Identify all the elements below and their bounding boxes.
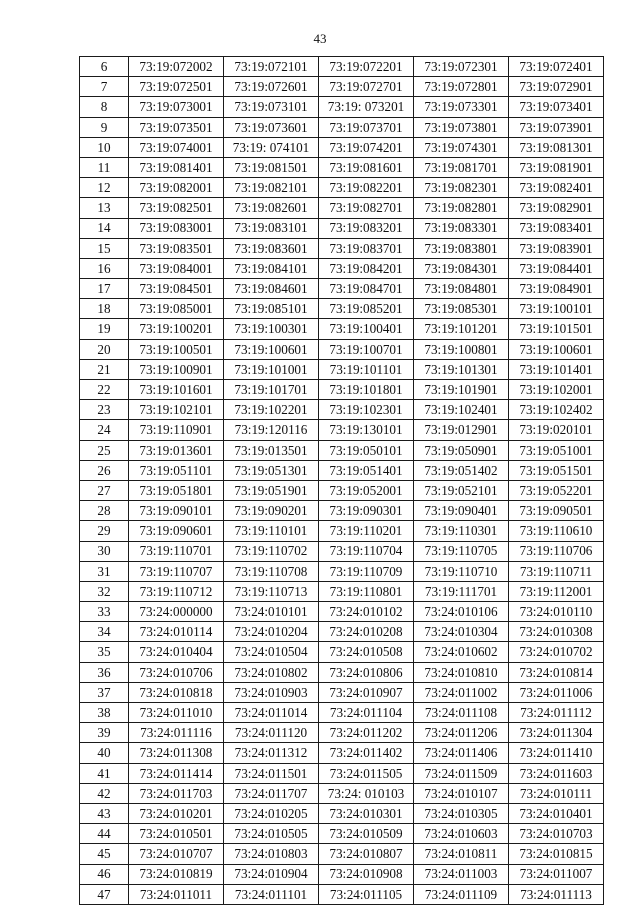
cadastral-number-cell: 73:19:073801 xyxy=(414,117,509,137)
cadastral-number-cell: 73:19:073301 xyxy=(414,97,509,117)
cadastral-number-cell: 73:24:011120 xyxy=(224,723,319,743)
cadastral-number-cell: 73:19:052201 xyxy=(509,480,604,500)
cadastral-number-cell: 73:19:085001 xyxy=(129,299,224,319)
table-row xyxy=(80,157,604,177)
cadastral-number-cell: 73:19:110702 xyxy=(224,541,319,561)
cadastral-number-cell: 73:19:084201 xyxy=(319,258,414,278)
cadastral-number-cell: 73:19:051401 xyxy=(319,460,414,480)
cadastral-number-cell: 73:19:101501 xyxy=(509,319,604,339)
cadastral-number-cell: 73:19:083401 xyxy=(509,218,604,238)
cadastral-number-cell: 73:24:010305 xyxy=(414,803,509,823)
table-row xyxy=(80,743,604,763)
cadastral-number-cell: 73:24:010904 xyxy=(224,864,319,884)
row-number-cell: 45 xyxy=(80,844,129,864)
cadastral-number-cell: 73:19:073101 xyxy=(224,97,319,117)
table-row xyxy=(80,561,604,581)
row-number-cell: 18 xyxy=(80,299,129,319)
cadastral-number-cell: 73:24:010201 xyxy=(129,803,224,823)
row-number-cell: 40 xyxy=(80,743,129,763)
cadastral-number-cell: 73:24:010102 xyxy=(319,602,414,622)
row-number-cell: 14 xyxy=(80,218,129,238)
row-number-cell: 19 xyxy=(80,319,129,339)
row-number-cell: 34 xyxy=(80,622,129,642)
cadastral-number-cell: 73:19:051001 xyxy=(509,440,604,460)
cadastral-number-cell: 73:19:081401 xyxy=(129,157,224,177)
cadastral-number-cell: 73:19:072901 xyxy=(509,77,604,97)
row-number-cell: 44 xyxy=(80,824,129,844)
cadastral-number-cell: 73:19:100301 xyxy=(224,319,319,339)
cadastral-number-cell: 73:24:010509 xyxy=(319,824,414,844)
row-number-cell: 26 xyxy=(80,460,129,480)
table-row xyxy=(80,198,604,218)
cadastral-number-cell: 73:24:010603 xyxy=(414,824,509,844)
table-row xyxy=(80,642,604,662)
cadastral-number-cell: 73:24:010501 xyxy=(129,824,224,844)
cadastral-number-cell: 73:24:010806 xyxy=(319,662,414,682)
cadastral-number-cell: 73:19:084001 xyxy=(129,258,224,278)
row-number-cell: 30 xyxy=(80,541,129,561)
table-row xyxy=(80,501,604,521)
cadastral-number-cell: 73:24:010907 xyxy=(319,682,414,702)
cadastral-blocks-table xyxy=(79,56,604,905)
cadastral-number-cell: 73:19:085101 xyxy=(224,299,319,319)
cadastral-number-cell: 73:19:100901 xyxy=(129,359,224,379)
table-row xyxy=(80,824,604,844)
table-row xyxy=(80,844,604,864)
cadastral-number-cell: 73:19:090401 xyxy=(414,501,509,521)
cadastral-number-cell: 73:19:102001 xyxy=(509,380,604,400)
row-number-cell: 22 xyxy=(80,380,129,400)
table-row xyxy=(80,77,604,97)
cadastral-number-cell: 73:24:011603 xyxy=(509,763,604,783)
cadastral-number-cell: 73:19:100101 xyxy=(509,299,604,319)
cadastral-number-cell: 73:19:100801 xyxy=(414,339,509,359)
cadastral-number-cell: 73:19:072301 xyxy=(414,57,509,77)
cadastral-number-cell: 73:19:074001 xyxy=(129,137,224,157)
table-row xyxy=(80,521,604,541)
cadastral-number-cell: 73:19:090601 xyxy=(129,521,224,541)
cadastral-number-cell: 73:19:074301 xyxy=(414,137,509,157)
page-number: 43 xyxy=(313,31,327,46)
cadastral-number-cell: 73:24:011703 xyxy=(129,783,224,803)
cadastral-number-cell: 73:24:010114 xyxy=(129,622,224,642)
row-number-cell: 33 xyxy=(80,602,129,622)
cadastral-number-cell: 73:19:101001 xyxy=(224,359,319,379)
cadastral-number-cell: 73:19:082501 xyxy=(129,198,224,218)
row-number-cell: 35 xyxy=(80,642,129,662)
table-row xyxy=(80,541,604,561)
cadastral-number-cell: 73:19:083601 xyxy=(224,238,319,258)
row-number-cell: 28 xyxy=(80,501,129,521)
cadastral-number-cell: 73:24:011105 xyxy=(319,884,414,904)
cadastral-number-cell: 73:19:084701 xyxy=(319,279,414,299)
cadastral-number-cell: 73:24:010508 xyxy=(319,642,414,662)
cadastral-number-cell: 73:19:110610 xyxy=(509,521,604,541)
table-row xyxy=(80,783,604,803)
cadastral-number-cell: 73:24:011406 xyxy=(414,743,509,763)
cadastral-number-cell: 73:19:101401 xyxy=(509,359,604,379)
cadastral-number-cell: 73:19:101901 xyxy=(414,380,509,400)
cadastral-number-cell: 73:19:084101 xyxy=(224,258,319,278)
cadastral-number-cell: 73:19:110707 xyxy=(129,561,224,581)
cadastral-number-cell: 73:19:073701 xyxy=(319,117,414,137)
cadastral-number-cell: 73:19:102101 xyxy=(129,400,224,420)
row-number-cell: 13 xyxy=(80,198,129,218)
cadastral-number-cell: 73:24:011707 xyxy=(224,783,319,803)
cadastral-number-cell: 73:19:082601 xyxy=(224,198,319,218)
row-number-cell: 9 xyxy=(80,117,129,137)
table-row xyxy=(80,218,604,238)
cadastral-number-cell: 73:19:085201 xyxy=(319,299,414,319)
cadastral-number-cell: 73:19:051101 xyxy=(129,460,224,480)
cadastral-number-cell: 73:19:110801 xyxy=(319,581,414,601)
table-row xyxy=(80,622,604,642)
row-number-cell: 17 xyxy=(80,279,129,299)
cadastral-number-cell: 73:19:072601 xyxy=(224,77,319,97)
cadastral-number-cell: 73:24:011116 xyxy=(129,723,224,743)
cadastral-number-cell: 73:19:090201 xyxy=(224,501,319,521)
table-row xyxy=(80,299,604,319)
cadastral-number-cell: 73:24:011007 xyxy=(509,864,604,884)
cadastral-number-cell: 73:24:011202 xyxy=(319,723,414,743)
cadastral-number-cell: 73:19:101701 xyxy=(224,380,319,400)
cadastral-number-cell: 73:24:011402 xyxy=(319,743,414,763)
row-number-cell: 8 xyxy=(80,97,129,117)
cadastral-number-cell: 73:19:100601 xyxy=(509,339,604,359)
cadastral-number-cell: 73:19:072201 xyxy=(319,57,414,77)
cadastral-number-cell: 73:19:102401 xyxy=(414,400,509,420)
cadastral-number-cell: 73:24:010703 xyxy=(509,824,604,844)
cadastral-number-cell: 73:24:010504 xyxy=(224,642,319,662)
table-body xyxy=(80,57,604,905)
cadastral-number-cell: 73:24:011003 xyxy=(414,864,509,884)
row-number-cell: 47 xyxy=(80,884,129,904)
row-number-cell: 32 xyxy=(80,581,129,601)
cadastral-number-cell: 73:19:020101 xyxy=(509,420,604,440)
cadastral-number-cell: 73:24:010205 xyxy=(224,803,319,823)
cadastral-number-cell: 73:24:011206 xyxy=(414,723,509,743)
cadastral-number-cell: 73:24:010106 xyxy=(414,602,509,622)
cadastral-number-cell: 73:19:083201 xyxy=(319,218,414,238)
cadastral-number-cell: 73:19:111701 xyxy=(414,581,509,601)
row-number-cell: 46 xyxy=(80,864,129,884)
row-number-cell: 38 xyxy=(80,703,129,723)
cadastral-number-cell: 73:19:101201 xyxy=(414,319,509,339)
cadastral-number-cell: 73:19:085301 xyxy=(414,299,509,319)
cadastral-number-cell: 73:24:011002 xyxy=(414,682,509,702)
cadastral-number-cell: 73:24:011509 xyxy=(414,763,509,783)
row-number-cell: 37 xyxy=(80,682,129,702)
row-number-cell: 25 xyxy=(80,440,129,460)
cadastral-number-cell: 73:19:013601 xyxy=(129,440,224,460)
cadastral-number-cell: 73:24:010401 xyxy=(509,803,604,823)
table-row xyxy=(80,359,604,379)
row-number-cell: 24 xyxy=(80,420,129,440)
cadastral-number-cell: 73:19:051801 xyxy=(129,480,224,500)
cadastral-number-cell: 73:19:110701 xyxy=(129,541,224,561)
cadastral-number-cell: 73:19:051402 xyxy=(414,460,509,480)
cadastral-number-cell: 73:19:082201 xyxy=(319,178,414,198)
cadastral-number-cell: 73:19:082901 xyxy=(509,198,604,218)
cadastral-number-cell: 73:24:010803 xyxy=(224,844,319,864)
cadastral-number-cell: 73:19:130101 xyxy=(319,420,414,440)
cadastral-number-cell: 73:24:010819 xyxy=(129,864,224,884)
table-row xyxy=(80,803,604,823)
table-row xyxy=(80,117,604,137)
cadastral-number-cell: 73:24:010308 xyxy=(509,622,604,642)
table-row xyxy=(80,703,604,723)
cadastral-number-cell: 73:24:010208 xyxy=(319,622,414,642)
cadastral-number-cell: 73:19:110708 xyxy=(224,561,319,581)
table-row xyxy=(80,400,604,420)
cadastral-number-cell: 73:19:090101 xyxy=(129,501,224,521)
cadastral-number-cell: 73:19:073001 xyxy=(129,97,224,117)
row-number-cell: 15 xyxy=(80,238,129,258)
cadastral-number-cell: 73:24:010807 xyxy=(319,844,414,864)
cadastral-number-cell: 73:19:050101 xyxy=(319,440,414,460)
cadastral-number-cell: 73:19:110301 xyxy=(414,521,509,541)
cadastral-number-cell: 73:24:011113 xyxy=(509,884,604,904)
cadastral-number-cell: 73:19:110712 xyxy=(129,581,224,601)
cadastral-number-cell: 73:19:052001 xyxy=(319,480,414,500)
cadastral-number-cell: 73:19:082401 xyxy=(509,178,604,198)
row-number-cell: 31 xyxy=(80,561,129,581)
cadastral-number-cell: 73:19:100201 xyxy=(129,319,224,339)
table-row xyxy=(80,319,604,339)
cadastral-number-cell: 73:19:072701 xyxy=(319,77,414,97)
cadastral-number-cell: 73:24:010707 xyxy=(129,844,224,864)
cadastral-number-cell: 73:19:101801 xyxy=(319,380,414,400)
table-row xyxy=(80,339,604,359)
cadastral-number-cell: 73:24:010111 xyxy=(509,783,604,803)
cadastral-number-cell: 73:24:010505 xyxy=(224,824,319,844)
cadastral-number-cell: 73:24:010204 xyxy=(224,622,319,642)
cadastral-number-cell: 73:19:081301 xyxy=(509,137,604,157)
row-number-cell: 23 xyxy=(80,400,129,420)
table-row xyxy=(80,763,604,783)
cadastral-number-cell: 73:19:072401 xyxy=(509,57,604,77)
cadastral-number-cell: 73:24:011014 xyxy=(224,703,319,723)
cadastral-number-cell: 73:24:011112 xyxy=(509,703,604,723)
table-row xyxy=(80,602,604,622)
table-row xyxy=(80,97,604,117)
row-number-cell: 11 xyxy=(80,157,129,177)
cadastral-number-cell: 73:19:112001 xyxy=(509,581,604,601)
cadastral-number-cell: 73:19:083801 xyxy=(414,238,509,258)
cadastral-number-cell: 73:19:110901 xyxy=(129,420,224,440)
table-row xyxy=(80,420,604,440)
cadastral-number-cell: 73:24:010802 xyxy=(224,662,319,682)
cadastral-number-cell: 73:24:010304 xyxy=(414,622,509,642)
cadastral-number-cell: 73:19:110706 xyxy=(509,541,604,561)
cadastral-number-cell: 73:24:011010 xyxy=(129,703,224,723)
table-row xyxy=(80,662,604,682)
row-number-cell: 6 xyxy=(80,57,129,77)
row-number-cell: 43 xyxy=(80,803,129,823)
row-number-cell: 12 xyxy=(80,178,129,198)
cadastral-number-cell: 73:19:082101 xyxy=(224,178,319,198)
table-row xyxy=(80,178,604,198)
cadastral-number-cell: 73:24:011312 xyxy=(224,743,319,763)
cadastral-number-cell: 73:19:072501 xyxy=(129,77,224,97)
cadastral-number-cell: 73:24:010110 xyxy=(509,602,604,622)
cadastral-number-cell: 73:24:011108 xyxy=(414,703,509,723)
cadastral-number-cell: 73:19:083301 xyxy=(414,218,509,238)
cadastral-number-cell: 73:19:110201 xyxy=(319,521,414,541)
cadastral-number-cell: 73:19:073501 xyxy=(129,117,224,137)
row-number-cell: 10 xyxy=(80,137,129,157)
cadastral-number-cell: 73:19:051301 xyxy=(224,460,319,480)
cadastral-number-cell: 73:19:090301 xyxy=(319,501,414,521)
cadastral-number-cell: 73:24:011101 xyxy=(224,884,319,904)
table-row xyxy=(80,279,604,299)
table-row xyxy=(80,460,604,480)
row-number-cell: 39 xyxy=(80,723,129,743)
cadastral-number-cell: 73:19:101301 xyxy=(414,359,509,379)
cadastral-number-cell: 73:19:081601 xyxy=(319,157,414,177)
table-row xyxy=(80,440,604,460)
table-row xyxy=(80,137,604,157)
cadastral-number-cell: 73:19:083101 xyxy=(224,218,319,238)
cadastral-number-cell: 73:24:010814 xyxy=(509,662,604,682)
table-row xyxy=(80,380,604,400)
cadastral-number-cell: 73:19:072101 xyxy=(224,57,319,77)
cadastral-number-cell: 73:19:084301 xyxy=(414,258,509,278)
cadastral-number-cell: 73:19:110709 xyxy=(319,561,414,581)
cadastral-number-cell: 73:24:000000 xyxy=(129,602,224,622)
cadastral-number-cell: 73:19:102301 xyxy=(319,400,414,420)
table-row xyxy=(80,57,604,77)
cadastral-number-cell: 73:24:010301 xyxy=(319,803,414,823)
cadastral-number-cell: 73:19:073901 xyxy=(509,117,604,137)
cadastral-number-cell: 73:24:010404 xyxy=(129,642,224,662)
cadastral-number-cell: 73:24:010101 xyxy=(224,602,319,622)
cadastral-number-cell: 73:19:084901 xyxy=(509,279,604,299)
cadastral-number-cell: 73:19:110713 xyxy=(224,581,319,601)
cadastral-number-cell: 73:24:010818 xyxy=(129,682,224,702)
row-number-cell: 16 xyxy=(80,258,129,278)
cadastral-number-cell: 73:19:100501 xyxy=(129,339,224,359)
row-number-cell: 7 xyxy=(80,77,129,97)
table-row xyxy=(80,884,604,904)
row-number-cell: 42 xyxy=(80,783,129,803)
cadastral-number-cell: 73:19:052101 xyxy=(414,480,509,500)
cadastral-number-cell: 73:19:090501 xyxy=(509,501,604,521)
cadastral-number-cell: 73:19:084801 xyxy=(414,279,509,299)
cadastral-number-cell: 73:24:011308 xyxy=(129,743,224,763)
cadastral-number-cell: 73:24:011304 xyxy=(509,723,604,743)
cadastral-number-cell: 73:24:011501 xyxy=(224,763,319,783)
cadastral-number-cell: 73:19: 073201 xyxy=(319,97,414,117)
cadastral-number-cell: 73:19:102402 xyxy=(509,400,604,420)
cadastral-number-cell: 73:19:012901 xyxy=(414,420,509,440)
cadastral-number-cell: 73:19:081501 xyxy=(224,157,319,177)
cadastral-number-cell: 73:19:083701 xyxy=(319,238,414,258)
cadastral-number-cell: 73:24:010810 xyxy=(414,662,509,682)
cadastral-number-cell: 73:19:084601 xyxy=(224,279,319,299)
cadastral-number-cell: 73:19:084501 xyxy=(129,279,224,299)
cadastral-number-cell: 73:19:073401 xyxy=(509,97,604,117)
cadastral-number-cell: 73:19:083001 xyxy=(129,218,224,238)
cadastral-number-cell: 73:24:011410 xyxy=(509,743,604,763)
cadastral-number-cell: 73:19:081901 xyxy=(509,157,604,177)
cadastral-number-cell: 73:24:010107 xyxy=(414,783,509,803)
table-row xyxy=(80,480,604,500)
cadastral-number-cell: 73:19:101601 xyxy=(129,380,224,400)
cadastral-number-cell: 73:19:083901 xyxy=(509,238,604,258)
cadastral-number-cell: 73:19:102201 xyxy=(224,400,319,420)
cadastral-number-cell: 73:24:011006 xyxy=(509,682,604,702)
cadastral-number-cell: 73:19:083501 xyxy=(129,238,224,258)
cadastral-number-cell: 73:19:110704 xyxy=(319,541,414,561)
cadastral-number-cell: 73:19:082801 xyxy=(414,198,509,218)
table-row xyxy=(80,723,604,743)
cadastral-number-cell: 73:19:100601 xyxy=(224,339,319,359)
cadastral-number-cell: 73:19:120116 xyxy=(224,420,319,440)
cadastral-number-cell: 73:19:082301 xyxy=(414,178,509,198)
cadastral-number-cell: 73:19:110705 xyxy=(414,541,509,561)
cadastral-number-cell: 73:19:100701 xyxy=(319,339,414,359)
cadastral-number-cell: 73:24:010811 xyxy=(414,844,509,864)
table-row xyxy=(80,682,604,702)
cadastral-number-cell: 73:19:051901 xyxy=(224,480,319,500)
row-number-cell: 41 xyxy=(80,763,129,783)
cadastral-number-cell: 73:19:013501 xyxy=(224,440,319,460)
cadastral-number-cell: 73:19:081701 xyxy=(414,157,509,177)
table-row xyxy=(80,238,604,258)
cadastral-number-cell: 73:19:082001 xyxy=(129,178,224,198)
cadastral-number-cell: 73:19:051501 xyxy=(509,460,604,480)
cadastral-number-cell: 73:24:011414 xyxy=(129,763,224,783)
cadastral-number-cell: 73:19: 074101 xyxy=(224,137,319,157)
cadastral-number-cell: 73:24:010602 xyxy=(414,642,509,662)
cadastral-number-cell: 73:19:110710 xyxy=(414,561,509,581)
table-row xyxy=(80,258,604,278)
cadastral-number-cell: 73:24:010903 xyxy=(224,682,319,702)
row-number-cell: 21 xyxy=(80,359,129,379)
cadastral-number-cell: 73:19:101101 xyxy=(319,359,414,379)
cadastral-number-cell: 73:19:074201 xyxy=(319,137,414,157)
cadastral-number-cell: 73:19:050901 xyxy=(414,440,509,460)
cadastral-number-cell: 73:24:011109 xyxy=(414,884,509,904)
table-row xyxy=(80,581,604,601)
cadastral-number-cell: 73:24:010706 xyxy=(129,662,224,682)
cadastral-number-cell: 73:19:072002 xyxy=(129,57,224,77)
row-number-cell: 29 xyxy=(80,521,129,541)
cadastral-number-cell: 73:19:073601 xyxy=(224,117,319,137)
table-row xyxy=(80,864,604,884)
cadastral-number-cell: 73:24:011011 xyxy=(129,884,224,904)
cadastral-number-cell: 73:19:084401 xyxy=(509,258,604,278)
row-number-cell: 20 xyxy=(80,339,129,359)
cadastral-number-cell: 73:19:082701 xyxy=(319,198,414,218)
cadastral-number-cell: 73:24:011505 xyxy=(319,763,414,783)
cadastral-number-cell: 73:24:010815 xyxy=(509,844,604,864)
cadastral-number-cell: 73:24: 010103 xyxy=(319,783,414,803)
cadastral-number-cell: 73:19:110101 xyxy=(224,521,319,541)
cadastral-number-cell: 73:19:110711 xyxy=(509,561,604,581)
cadastral-number-cell: 73:24:010908 xyxy=(319,864,414,884)
cadastral-number-cell: 73:24:011104 xyxy=(319,703,414,723)
row-number-cell: 36 xyxy=(80,662,129,682)
cadastral-number-cell: 73:19:072801 xyxy=(414,77,509,97)
cadastral-number-cell: 73:24:010702 xyxy=(509,642,604,662)
row-number-cell: 27 xyxy=(80,480,129,500)
cadastral-number-cell: 73:19:100401 xyxy=(319,319,414,339)
